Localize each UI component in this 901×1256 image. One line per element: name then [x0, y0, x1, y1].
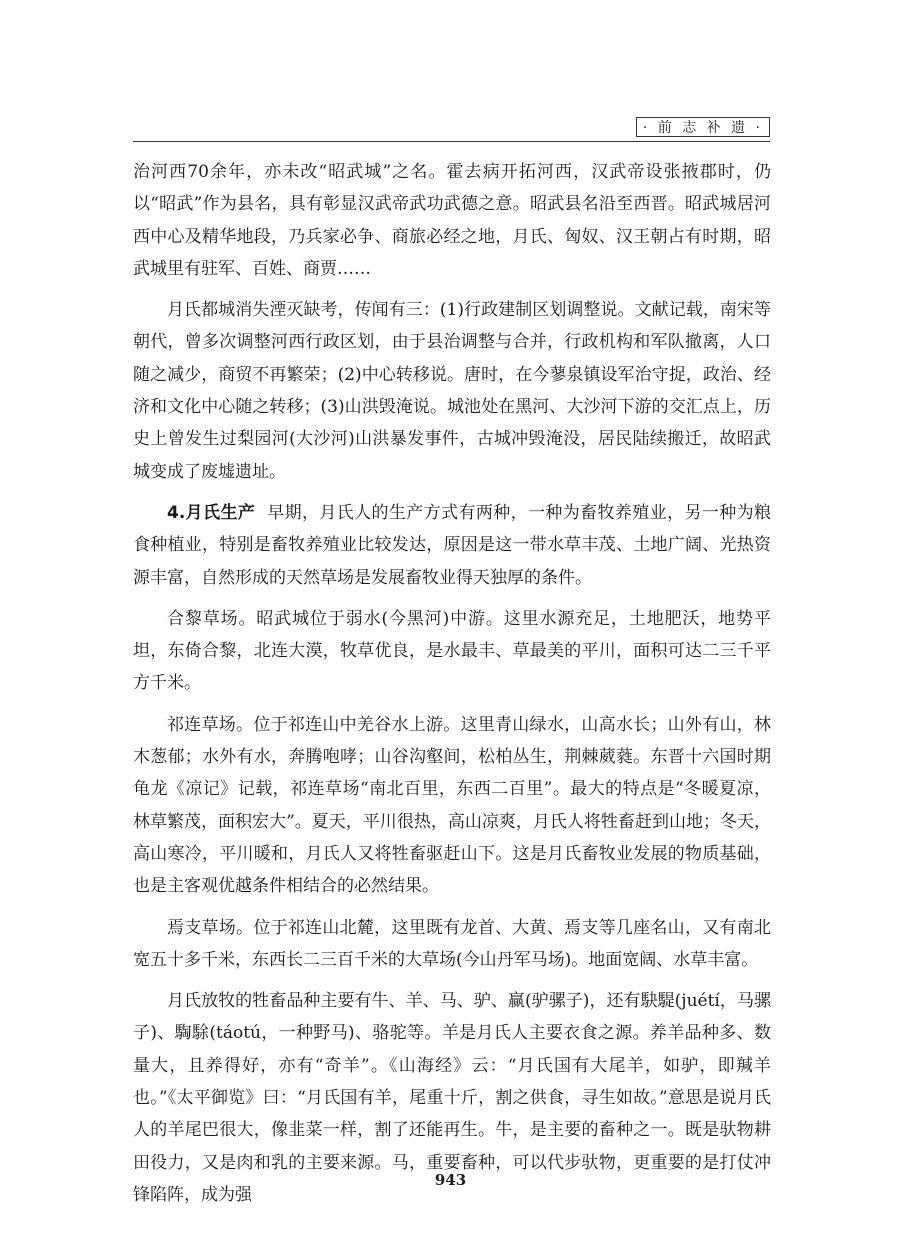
section-heading-text: 早期，月氏人的生产方式有两种，一种为畜牧养殖业，另一种为粮食种植业，特别是畜牧养殖业比较发达，原因是这一带水草丰茂、土地广阔、光热资源丰富，自然形成的天然草场是发展畜牧业得天独厚的条件。 [133, 502, 771, 588]
page-number: 943 [434, 1171, 467, 1189]
body-text [133, 156, 771, 1220]
section-tag: · 前 志 补 遗 · [636, 117, 770, 137]
paragraph-yanzhi-grassland: 焉支草场。位于祁连山北麓，这里既有龙首、大黄、焉支等几座名山，又有南北宽五十多千米，东西长二三百千米的大草场(今山丹军马场)。地面宽阔、水草丰富。 [133, 917, 771, 970]
paragraph-zhaowu-city: 治河西70余年，亦未改“昭武城”之名。霍去病开拓河西，汉武帝设张掖郡时，仍以“昭武”作为县名，具有彰显汉武帝武功武德之意。昭武县名沿至西晋。昭武城居河西中心及精华地段，乃兵家必争、商旅必经之地，月氏、匈奴、汉王朝占有时期，昭武城里有驻军、百姓、商贾…… [133, 162, 771, 279]
paragraph-qilian-grassland: 祁连草场。位于祁连山中羌谷水上游。这里青山绿水，山高水长；山外有山，林木葱郁；水外有水，奔腾咆哮；山谷沟壑间，松柏丛生，荆棘葳蕤。东晋十六国时期龟龙《凉记》记载，祁连草场“南北百里，东西二百里”。最大的特点是“冬暖夏凉，林草繁茂，面积宏大”。夏天，平川很热，高山凉爽，月氏人将牲畜赶到山地；冬天，高山寒冷，平川暖和，月氏人又将牲畜驱赶山下。这是月氏畜牧业发展的物质基础，也是主客观优越条件相结合的必然结果。 [133, 714, 771, 897]
paragraph-heli-grassland: 合黎草场。昭武城位于弱水(今黑河)中游。这里水源充足，土地肥沃，地势平坦，东倚合黎，北连大漠，牧草优良，是水最丰、草最美的平川，面积可达二三千平方千米。 [133, 608, 771, 694]
paragraph-capital-disappearance: 月氏都城消失湮灭缺考，传闻有三：(1)行政建制区划调整说。文献记载，南宋等朝代，曾多次调整河西行政区划，由于县治调整与合并，行政机构和军队撤离，人口随之减少，商贸不再繁荣；(2)中心转移说。唐时，在今蓼泉镇设军治守捉，政治、经济和文化中心随之转移；(3)山洪毁淹说。城池处在黑河、大沙河下游的交汇点上，历史上曾发生过梨园河(大沙河)山洪暴发事件，古城冲毁淹没，居民陆续搬迁，故昭武城变成了废墟遗址。 [133, 300, 771, 482]
header-rule [133, 141, 770, 142]
paragraph-livestock: 月氏放牧的牲畜品种主要有牛、羊、马、驴、赢(驴骡子)，还有駃騠(juétí，马骡子)、騊駼(táotú，一种野马)、骆驼等。羊是月氏人主要衣食之源。养羊品种多、数量大，且养得好，亦有“奇羊”。《山海经》云：“月氏国有大尾羊，如驴，即羬羊也。”《太平御览》曰：“月氏国有羊，尾重十斤，割之供食，寻生如故。”意思是说月氏人的羊尾巴很大，像韭菜一样，割了还能再生。牛，是主要的畜种之一。既是驮物耕田役力，又是肉和乳的主要来源。马，重要畜种，可以代步驮物，更重要的是打仗冲锋陷阵，成为强 [133, 991, 771, 1205]
paragraph-yuezhi-production [133, 497, 771, 594]
section-heading: 4.月氏生产 [167, 502, 256, 523]
